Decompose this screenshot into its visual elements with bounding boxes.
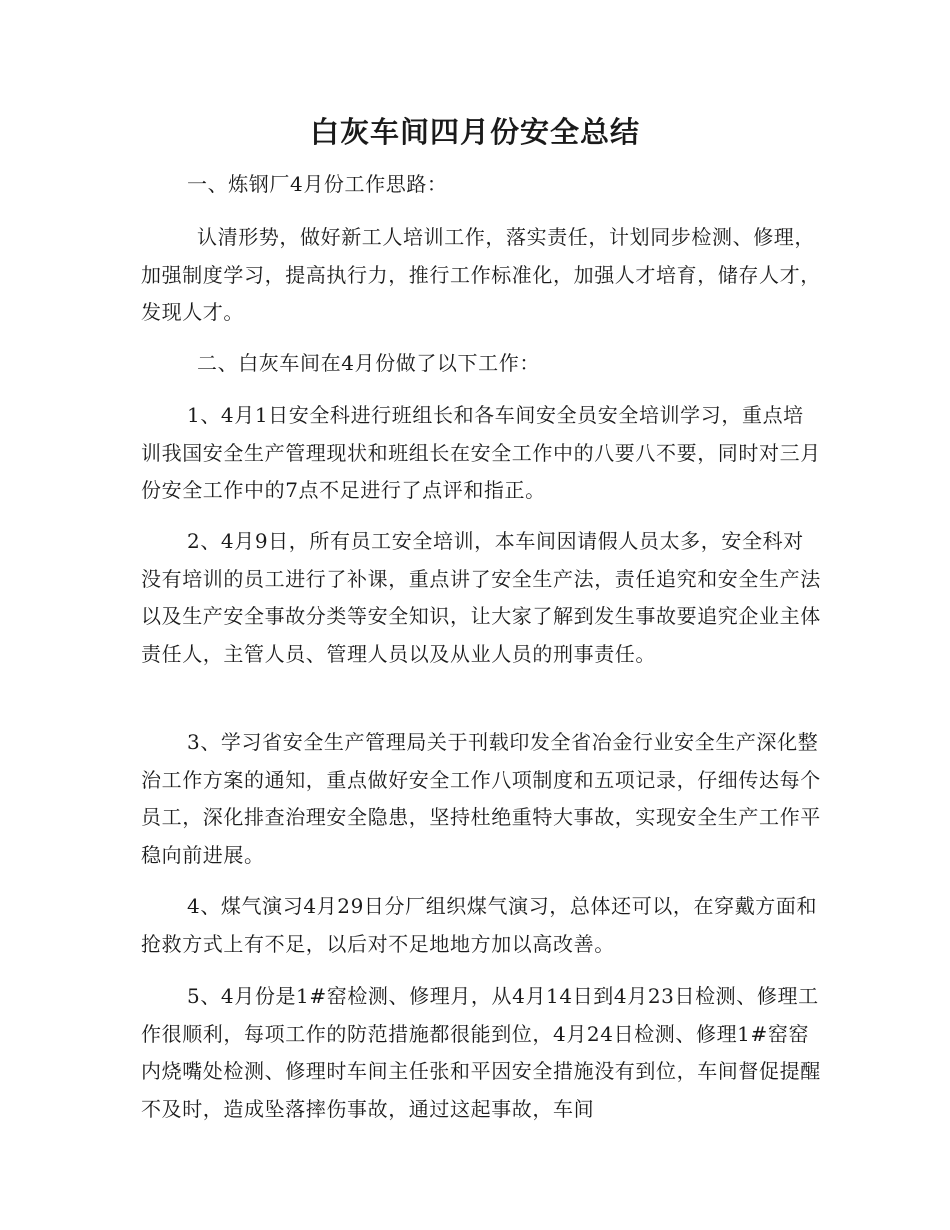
work-item-1: 1、4月1日安全科进行班组长和各车间安全员安全培训学习，重点培训我国安全生产管理现状和班组长在安全工作中的八要八不要，同时对三月份安全工作中的7点不足进行了点评和指正。 <box>141 403 821 502</box>
work-item-4: 4、煤气演习4月29日分厂组织煤气演习，总体还可以，在穿戴方面和抢救方式上有不足，以后对不足地地方加以高改善。 <box>141 894 818 956</box>
section1-heading: 一、炼钢厂4月份工作思路： <box>187 172 448 196</box>
work-item-2: 2、4月9日，所有员工安全培训，本车间因请假人员太多，安全科对没有培训的员工进行了补课，重点讲了安全生产法，责任追究和安全生产法以及生产安全事故分类等安全知识，让大家了解到发生事故要追究企业主体责任人，主管人员、管理人员以及从业人员的刑事责任。 <box>141 529 821 666</box>
work-item-3: 3、学习省安全生产管理局关于刊载印发全省冶金行业安全生产深化整治工作方案的通知，重点做好安全工作八项制度和五项记录，仔细传达每个员工，深化排查治理安全隐患，坚持杜绝重特大事故，实现安全生产工作平稳向前进展。 <box>141 730 821 867</box>
work-item-5: 5、4月份是1#窑检测、修理月，从4月14日到4月23日检测、修理工作很顺利，每项工作的防范措施都很能到位，4月24日检测、修理1#窑窑内烧嘴处检测、修理时车间主任张和平因安全措施没有到位，车间督促提醒不及时，造成坠落摔伤事故，通过这起事故，车间 <box>141 984 821 1121</box>
section1-body: 认清形势，做好新工人培训工作，落实责任，计划同步检测、修理，加强制度学习，提高执行力，推行工作标准化，加强人才培育，储存人才，发现人才。 <box>141 225 821 324</box>
section2-heading: 二、白灰车间在4月份做了以下工作： <box>197 351 540 375</box>
document-title: 白灰车间四月份安全总结 <box>309 115 640 149</box>
